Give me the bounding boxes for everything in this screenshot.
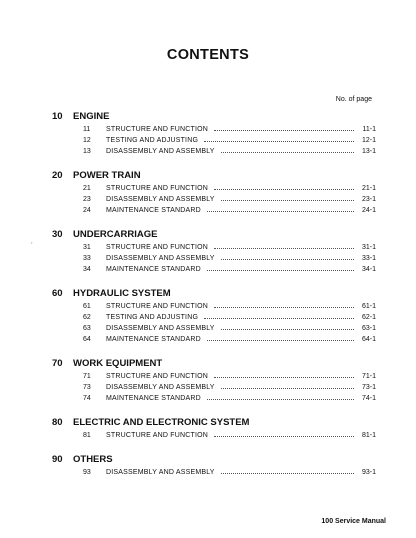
entry-number: 12 <box>83 137 91 144</box>
section-title: ENGINE <box>73 111 110 122</box>
entry-number: 63 <box>83 325 91 332</box>
entry-number: 33 <box>83 255 91 262</box>
dot-leader <box>204 141 354 142</box>
section-number: 70 <box>52 358 63 369</box>
dot-leader <box>221 152 354 153</box>
section-heading <box>52 287 376 300</box>
entry-page-number: 11-1 <box>362 126 376 133</box>
entry-page-number: 24-1 <box>361 207 376 214</box>
section-heading <box>52 453 376 466</box>
footer-manual-name: 100 Service Manual <box>321 518 386 525</box>
entry-title: MAINTENANCE STANDARD <box>106 207 201 214</box>
entry-title: DISASSEMBLY AND ASSEMBLY <box>106 325 215 332</box>
section-number: 30 <box>52 229 63 240</box>
entry-title: STRUCTURE AND FUNCTION <box>106 432 209 439</box>
entry-title: MAINTENANCE STANDARD <box>106 336 201 343</box>
toc-entry <box>52 312 376 323</box>
toc-entry <box>52 323 376 334</box>
entry-number: 62 <box>83 314 91 321</box>
entry-number: 31 <box>83 244 91 251</box>
dot-leader <box>207 270 354 271</box>
dot-leader <box>221 473 354 474</box>
entry-title: TESTING AND ADJUSTING <box>106 137 199 144</box>
toc-entry <box>52 371 376 382</box>
entry-number: 74 <box>83 395 91 402</box>
section-number: 60 <box>52 288 63 299</box>
dot-leader <box>221 200 354 201</box>
dot-leader <box>207 340 354 341</box>
section-number: 80 <box>52 417 63 428</box>
dot-leader <box>207 211 354 212</box>
entry-title: STRUCTURE AND FUNCTION <box>106 244 209 251</box>
entry-title: DISASSEMBLY AND ASSEMBLY <box>106 196 215 203</box>
entry-page-number: 33-1 <box>361 255 376 262</box>
toc-section <box>52 110 376 157</box>
toc-entry <box>52 194 376 205</box>
toc-section <box>52 357 376 404</box>
entry-title: DISASSEMBLY AND ASSEMBLY <box>106 469 215 476</box>
entry-title: STRUCTURE AND FUNCTION <box>106 303 209 310</box>
entry-page-number: 74-1 <box>361 395 376 402</box>
toc-entry <box>52 467 376 478</box>
dot-leader <box>207 399 354 400</box>
dot-leader <box>221 388 354 389</box>
entry-number: 34 <box>83 266 91 273</box>
entry-number: 61 <box>83 303 91 310</box>
entry-number: 64 <box>83 336 91 343</box>
section-heading <box>52 228 376 241</box>
toc-entry <box>52 382 376 393</box>
dot-leader <box>214 377 354 378</box>
dot-leader <box>214 130 354 131</box>
dot-leader <box>214 307 354 308</box>
entry-page-number: 63-1 <box>361 325 376 332</box>
entry-title: DISASSEMBLY AND ASSEMBLY <box>106 148 215 155</box>
entry-title: STRUCTURE AND FUNCTION <box>106 185 209 192</box>
entry-page-number: 12-1 <box>361 137 376 144</box>
entry-number: 13 <box>83 148 91 155</box>
toc-entry <box>52 393 376 404</box>
entry-title: TESTING AND ADJUSTING <box>106 314 199 321</box>
section-number: 90 <box>52 454 63 465</box>
dot-leader <box>214 248 354 249</box>
toc-entry <box>52 146 376 157</box>
entry-page-number: 64-1 <box>361 336 376 343</box>
toc-entry <box>52 430 376 441</box>
entry-title: MAINTENANCE STANDARD <box>106 395 201 402</box>
page-number-column-note: No. of page <box>335 96 372 103</box>
entry-page-number: 23-1 <box>361 196 376 203</box>
toc-entry <box>52 264 376 275</box>
entry-page-number: 73-1 <box>361 384 376 391</box>
entry-page-number: 62-1 <box>361 314 376 321</box>
toc-entry <box>52 301 376 312</box>
entry-page-number: 34-1 <box>361 266 376 273</box>
entry-number: 23 <box>83 196 91 203</box>
section-number: 20 <box>52 170 63 181</box>
entry-number: 73 <box>83 384 91 391</box>
toc-section <box>52 287 376 345</box>
toc-entry <box>52 205 376 216</box>
entry-page-number: 21-1 <box>361 185 376 192</box>
dot-leader <box>214 436 354 437</box>
section-title: UNDERCARRIAGE <box>73 229 158 240</box>
toc-entry <box>52 242 376 253</box>
section-title: POWER TRAIN <box>73 170 141 181</box>
dot-leader <box>221 329 354 330</box>
section-title: HYDRAULIC SYSTEM <box>73 288 171 299</box>
section-number: 10 <box>52 111 63 122</box>
entry-page-number: 61-1 <box>361 303 376 310</box>
entry-number: 93 <box>83 469 91 476</box>
entry-title: MAINTENANCE STANDARD <box>106 266 201 273</box>
section-heading <box>52 357 376 370</box>
toc-entry <box>52 334 376 345</box>
toc-section <box>52 169 376 216</box>
dot-leader <box>204 318 354 319</box>
section-heading <box>52 416 376 429</box>
dot-leader <box>221 259 354 260</box>
toc-section <box>52 228 376 275</box>
entry-title: DISASSEMBLY AND ASSEMBLY <box>106 255 215 262</box>
section-title: OTHERS <box>73 454 113 465</box>
toc-entry <box>52 135 376 146</box>
section-title: WORK EQUIPMENT <box>73 358 163 369</box>
dot-leader <box>214 189 354 190</box>
toc-entry <box>52 253 376 264</box>
entry-title: STRUCTURE AND FUNCTION <box>106 373 209 380</box>
toc-section <box>52 416 376 441</box>
section-heading <box>52 169 376 182</box>
toc-entry <box>52 183 376 194</box>
section-title: ELECTRIC AND ELECTRONIC SYSTEM <box>73 417 250 428</box>
section-heading <box>52 110 376 123</box>
page-title: CONTENTS <box>166 47 250 63</box>
entry-number: 71 <box>83 373 91 380</box>
entry-page-number: 81-1 <box>361 432 376 439</box>
stray-mark: , <box>31 239 33 245</box>
entry-number: 24 <box>83 207 91 214</box>
entry-title: DISASSEMBLY AND ASSEMBLY <box>106 384 215 391</box>
entry-page-number: 93-1 <box>361 469 376 476</box>
entry-page-number: 31-1 <box>361 244 376 251</box>
toc-entry <box>52 124 376 135</box>
entry-title: STRUCTURE AND FUNCTION <box>106 126 209 133</box>
entry-page-number: 71-1 <box>361 373 376 380</box>
table-of-contents <box>52 110 376 490</box>
entry-number: 11 <box>83 126 91 133</box>
toc-section <box>52 453 376 478</box>
entry-number: 81 <box>83 432 91 439</box>
entry-number: 21 <box>83 185 91 192</box>
entry-page-number: 13-1 <box>361 148 376 155</box>
